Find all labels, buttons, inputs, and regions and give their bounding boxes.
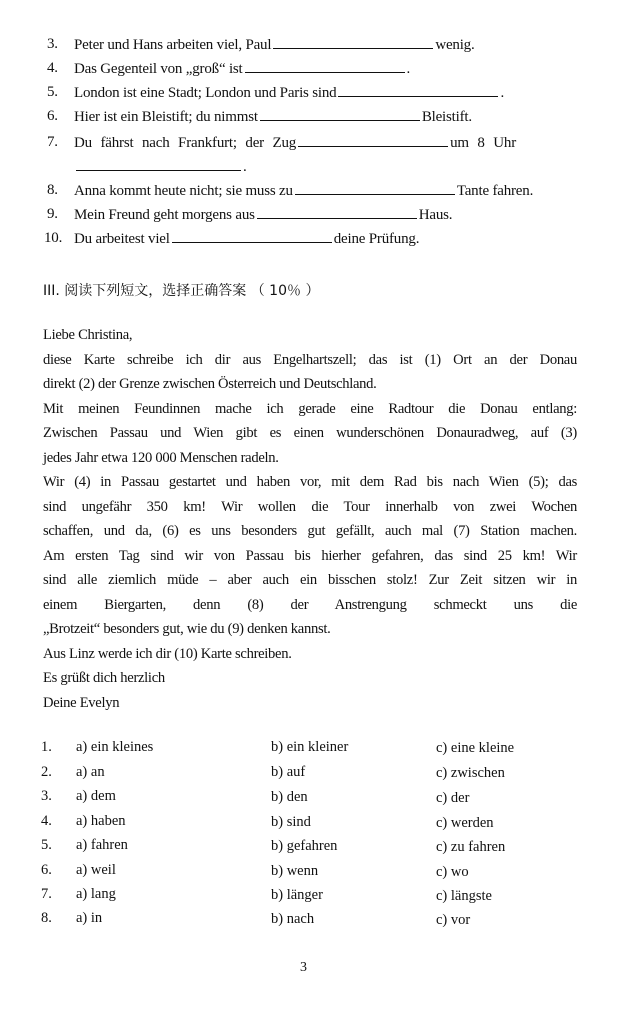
item-text: Du fährst nach Frankfurt; der Zug [74,135,297,151]
item-text-after: Haus. [418,207,453,223]
item-text-after: . [500,85,505,101]
option-a[interactable]: a) dem [76,788,116,804]
answer-blank[interactable] [245,60,405,73]
item-text-after: . [243,159,247,175]
option-c[interactable]: c) zu fahren [436,839,506,855]
letter-line: sind ungefähr 350 km! Wir wollen die Tour innerhalb von zwei Wochen [43,498,577,515]
letter-salutation: Liebe Christina, [43,327,133,343]
item-number: 10. [44,230,63,246]
answer-blank[interactable] [273,36,433,49]
option-c[interactable]: c) werden [436,815,494,831]
option-number: 4. [41,813,52,829]
item-text: Hier ist ein Bleistift; du nimmst [74,109,258,125]
item-text: Mein Freund geht morgens aus [74,207,255,223]
answer-blank[interactable] [338,84,498,97]
option-number: 1. [41,739,52,755]
option-c[interactable]: c) der [436,790,470,806]
option-b[interactable]: b) den [271,789,308,805]
section-heading: III. 阅读下列短文，选择正确答案 （ 10％ ） [43,283,320,299]
option-a[interactable]: a) weil [76,862,116,878]
item-text-after: um 8 Uhr [450,135,516,151]
option-c[interactable]: c) vor [436,912,471,928]
letter-line: Es grüßt dich herzlich [43,670,165,686]
item-text-after: deine Prüfung. [333,231,420,247]
item-number: 4. [47,60,58,76]
answer-blank[interactable] [298,134,448,147]
option-a[interactable]: a) haben [76,813,126,829]
letter-line: diese Karte schreibe ich dir aus Engelhartszell; das ist (1) Ort an der Donau [43,351,577,368]
option-a[interactable]: a) in [76,910,103,926]
page-number: 3 [300,960,307,975]
letter-line: sind alle ziemlich müde – aber auch ein bisschen stolz! Zur Zeit sitzen wir in [43,572,577,588]
option-b[interactable]: b) wenn [271,863,319,879]
option-b[interactable]: b) sind [271,814,311,830]
letter-line: jedes Jahr etwa 120 000 Menschen radeln. [43,449,279,466]
option-c[interactable]: c) zwischen [436,765,505,781]
option-a[interactable]: a) an [76,764,105,780]
item-text-after: Tante fahren. [456,183,534,199]
item-text: Peter und Hans arbeiten viel, Paul [74,37,272,53]
option-b[interactable]: b) ein kleiner [271,739,349,755]
item-text: London ist eine Stadt; London und Paris sind [74,85,337,101]
item-text-after: Bleistift. [421,109,472,125]
option-b[interactable]: b) nach [271,911,315,927]
answer-blank[interactable] [257,206,417,219]
item-text: Das Gegenteil von „groß“ ist [74,61,243,77]
letter-line: schaffen, und da, (6) es uns besonders gut gefällt, auch mal (7) Station machen. [43,523,577,539]
letter-line: Am ersten Tag sind wir von Passau bis hierher gefahren, das sind 25 km! Wir [43,547,577,564]
option-c[interactable]: c) längste [436,888,492,904]
item-text: Du arbeitest viel [74,231,170,247]
item-number: 7. [47,134,58,150]
item-number: 3. [47,36,58,52]
option-number: 8. [41,910,52,926]
option-a[interactable]: a) ein kleines [76,739,154,755]
letter-line: Mit meinen Feundinnen mache ich gerade eine Radtour die Donau entlang: [43,400,577,417]
item-number: 8. [47,182,58,198]
item-number: 6. [47,108,58,124]
answer-blank[interactable] [172,230,332,243]
item-number: 5. [47,84,58,100]
option-number: 3. [41,788,52,804]
item-text-after: wenig. [435,37,475,53]
option-b[interactable]: b) auf [271,764,306,780]
item-number: 9. [47,206,58,222]
option-number: 7. [41,886,52,902]
option-a[interactable]: a) fahren [76,837,128,853]
letter-line: Wir (4) in Passau gestartet und haben vor, mit dem Rad bis nach Wien (5); das [43,474,577,490]
letter-line: direkt (2) der Grenze zwischen Österreich und Deutschland. [43,376,377,392]
letter-line: Zwischen Passau und Wien gibt es einen wunderschönen Donauradweg, auf (3) [43,425,577,441]
option-b[interactable]: b) länger [271,887,323,903]
letter-text [43,323,577,715]
option-number: 5. [41,837,52,853]
item-text-after: . [406,61,411,77]
answer-blank[interactable] [295,182,455,195]
letter-signature: Deine Evelyn [43,694,120,711]
letter-line: „Brotzeit“ besonders gut, wie du (9) denken kannst. [43,621,331,637]
item-text: Anna kommt heute nicht; sie muss zu [74,183,293,199]
option-number: 2. [41,764,52,780]
answer-blank[interactable] [260,108,420,121]
answer-blank[interactable] [76,158,241,171]
letter-line: Aus Linz werde ich dir (10) Karte schreiben. [43,645,292,662]
option-number: 6. [41,862,52,878]
option-a[interactable]: a) lang [76,886,116,902]
option-c[interactable]: c) wo [436,864,469,880]
letter-line: einem Biergarten, denn (8) der Anstrengung schmeckt uns die [43,596,577,613]
option-c[interactable]: c) eine kleine [436,740,515,756]
option-b[interactable]: b) gefahren [271,838,338,854]
